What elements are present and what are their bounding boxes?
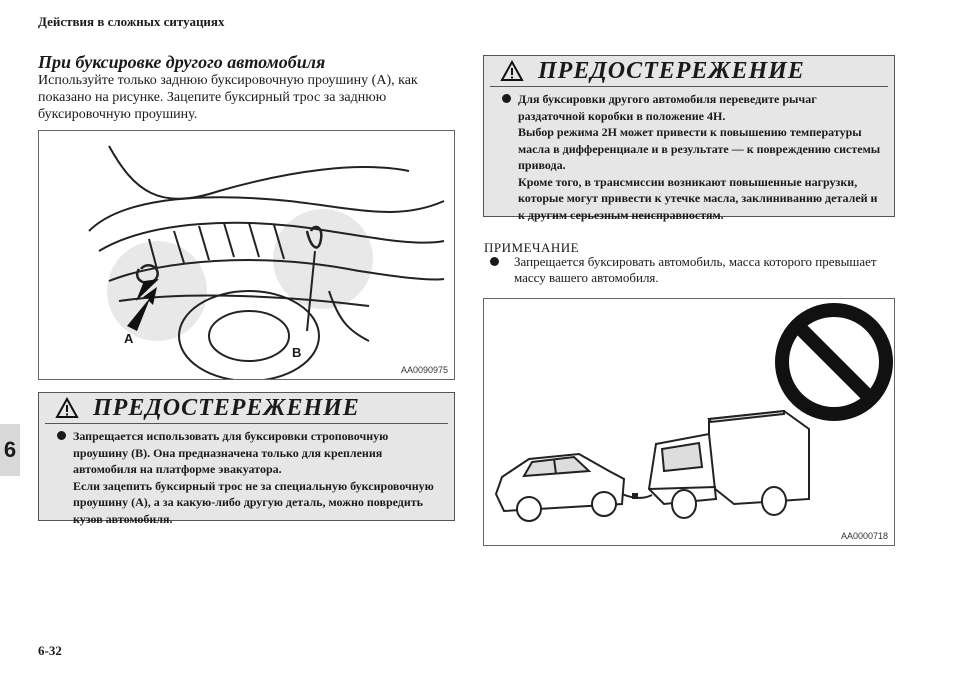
page-header-title: Действия в сложных ситуациях: [38, 14, 225, 29]
warning-triangle-icon: [55, 397, 79, 419]
warning-header: [490, 56, 888, 87]
note-text: Запрещается буксировать автомобиль, масса которого превышает массу вашего автомобиля.: [514, 254, 877, 285]
figure-code: AA0090975: [400, 365, 448, 375]
towing-hook-figure: [38, 130, 455, 380]
warning-text: [73, 428, 446, 527]
label-b: B: [292, 345, 302, 360]
section-heading: При буксировке другого автомобиля: [38, 52, 326, 72]
bullet-icon: [490, 257, 499, 266]
warning-text: [518, 91, 886, 223]
warning-title: ПРЕДОСТЕРЕЖЕНИЕ: [93, 394, 360, 421]
warning-paragraph: Кроме того, в трансмиссии возникают повышенные нагрузки, которые могут привести к утечке масла, заклиниванию деталей и к другим серьезным неисправностям.: [518, 174, 878, 222]
warning-paragraph: Запрещается использовать для буксировки строповочную проушину (B). Она предназначена только для крепления автомобиля на платформе эвакуатора.: [73, 429, 389, 476]
note-item: [484, 254, 884, 286]
warning-header: [45, 393, 448, 424]
page-number: 6-32: [38, 643, 62, 658]
figure-code: AA0000718: [840, 531, 888, 541]
warning-box-right: [483, 55, 895, 222]
prohibited-towing-illustration: [484, 299, 894, 545]
prohibition-sign-icon: [782, 310, 886, 414]
warning-triangle-icon: [500, 60, 524, 82]
chapter-tab: 6: [0, 424, 20, 476]
prohibited-towing-figure: [483, 298, 895, 546]
bullet-icon: [57, 431, 66, 440]
towing-hook-illustration: [39, 131, 454, 379]
warning-title: ПРЕДОСТЕРЕЖЕНИЕ: [538, 57, 805, 84]
label-a: A: [124, 331, 134, 346]
warning-box-left: [38, 392, 455, 526]
warning-paragraph: Выбор режима 2H может привести к повышению температуры масла в дифференциале и в результате — к повреждению системы привода.: [518, 125, 881, 172]
section-body: Используйте только заднюю буксировочную проушину (A), как показано на рисунке. Зацепите буксирный трос за заднюю буксировочную проушину.: [38, 73, 418, 122]
note-heading: ПРИМЕЧАНИЕ: [484, 240, 580, 255]
bullet-icon: [502, 94, 511, 103]
warning-paragraph: Если зацепить буксирный трос не за специальную буксировочную проушину (A), а за какую-либо другую деталь, можно повредить кузов автомобиля.: [73, 478, 434, 526]
warning-paragraph: Для буксировки другого автомобиля переведите рычаг раздаточной коробки в положение 4H.: [518, 92, 817, 123]
